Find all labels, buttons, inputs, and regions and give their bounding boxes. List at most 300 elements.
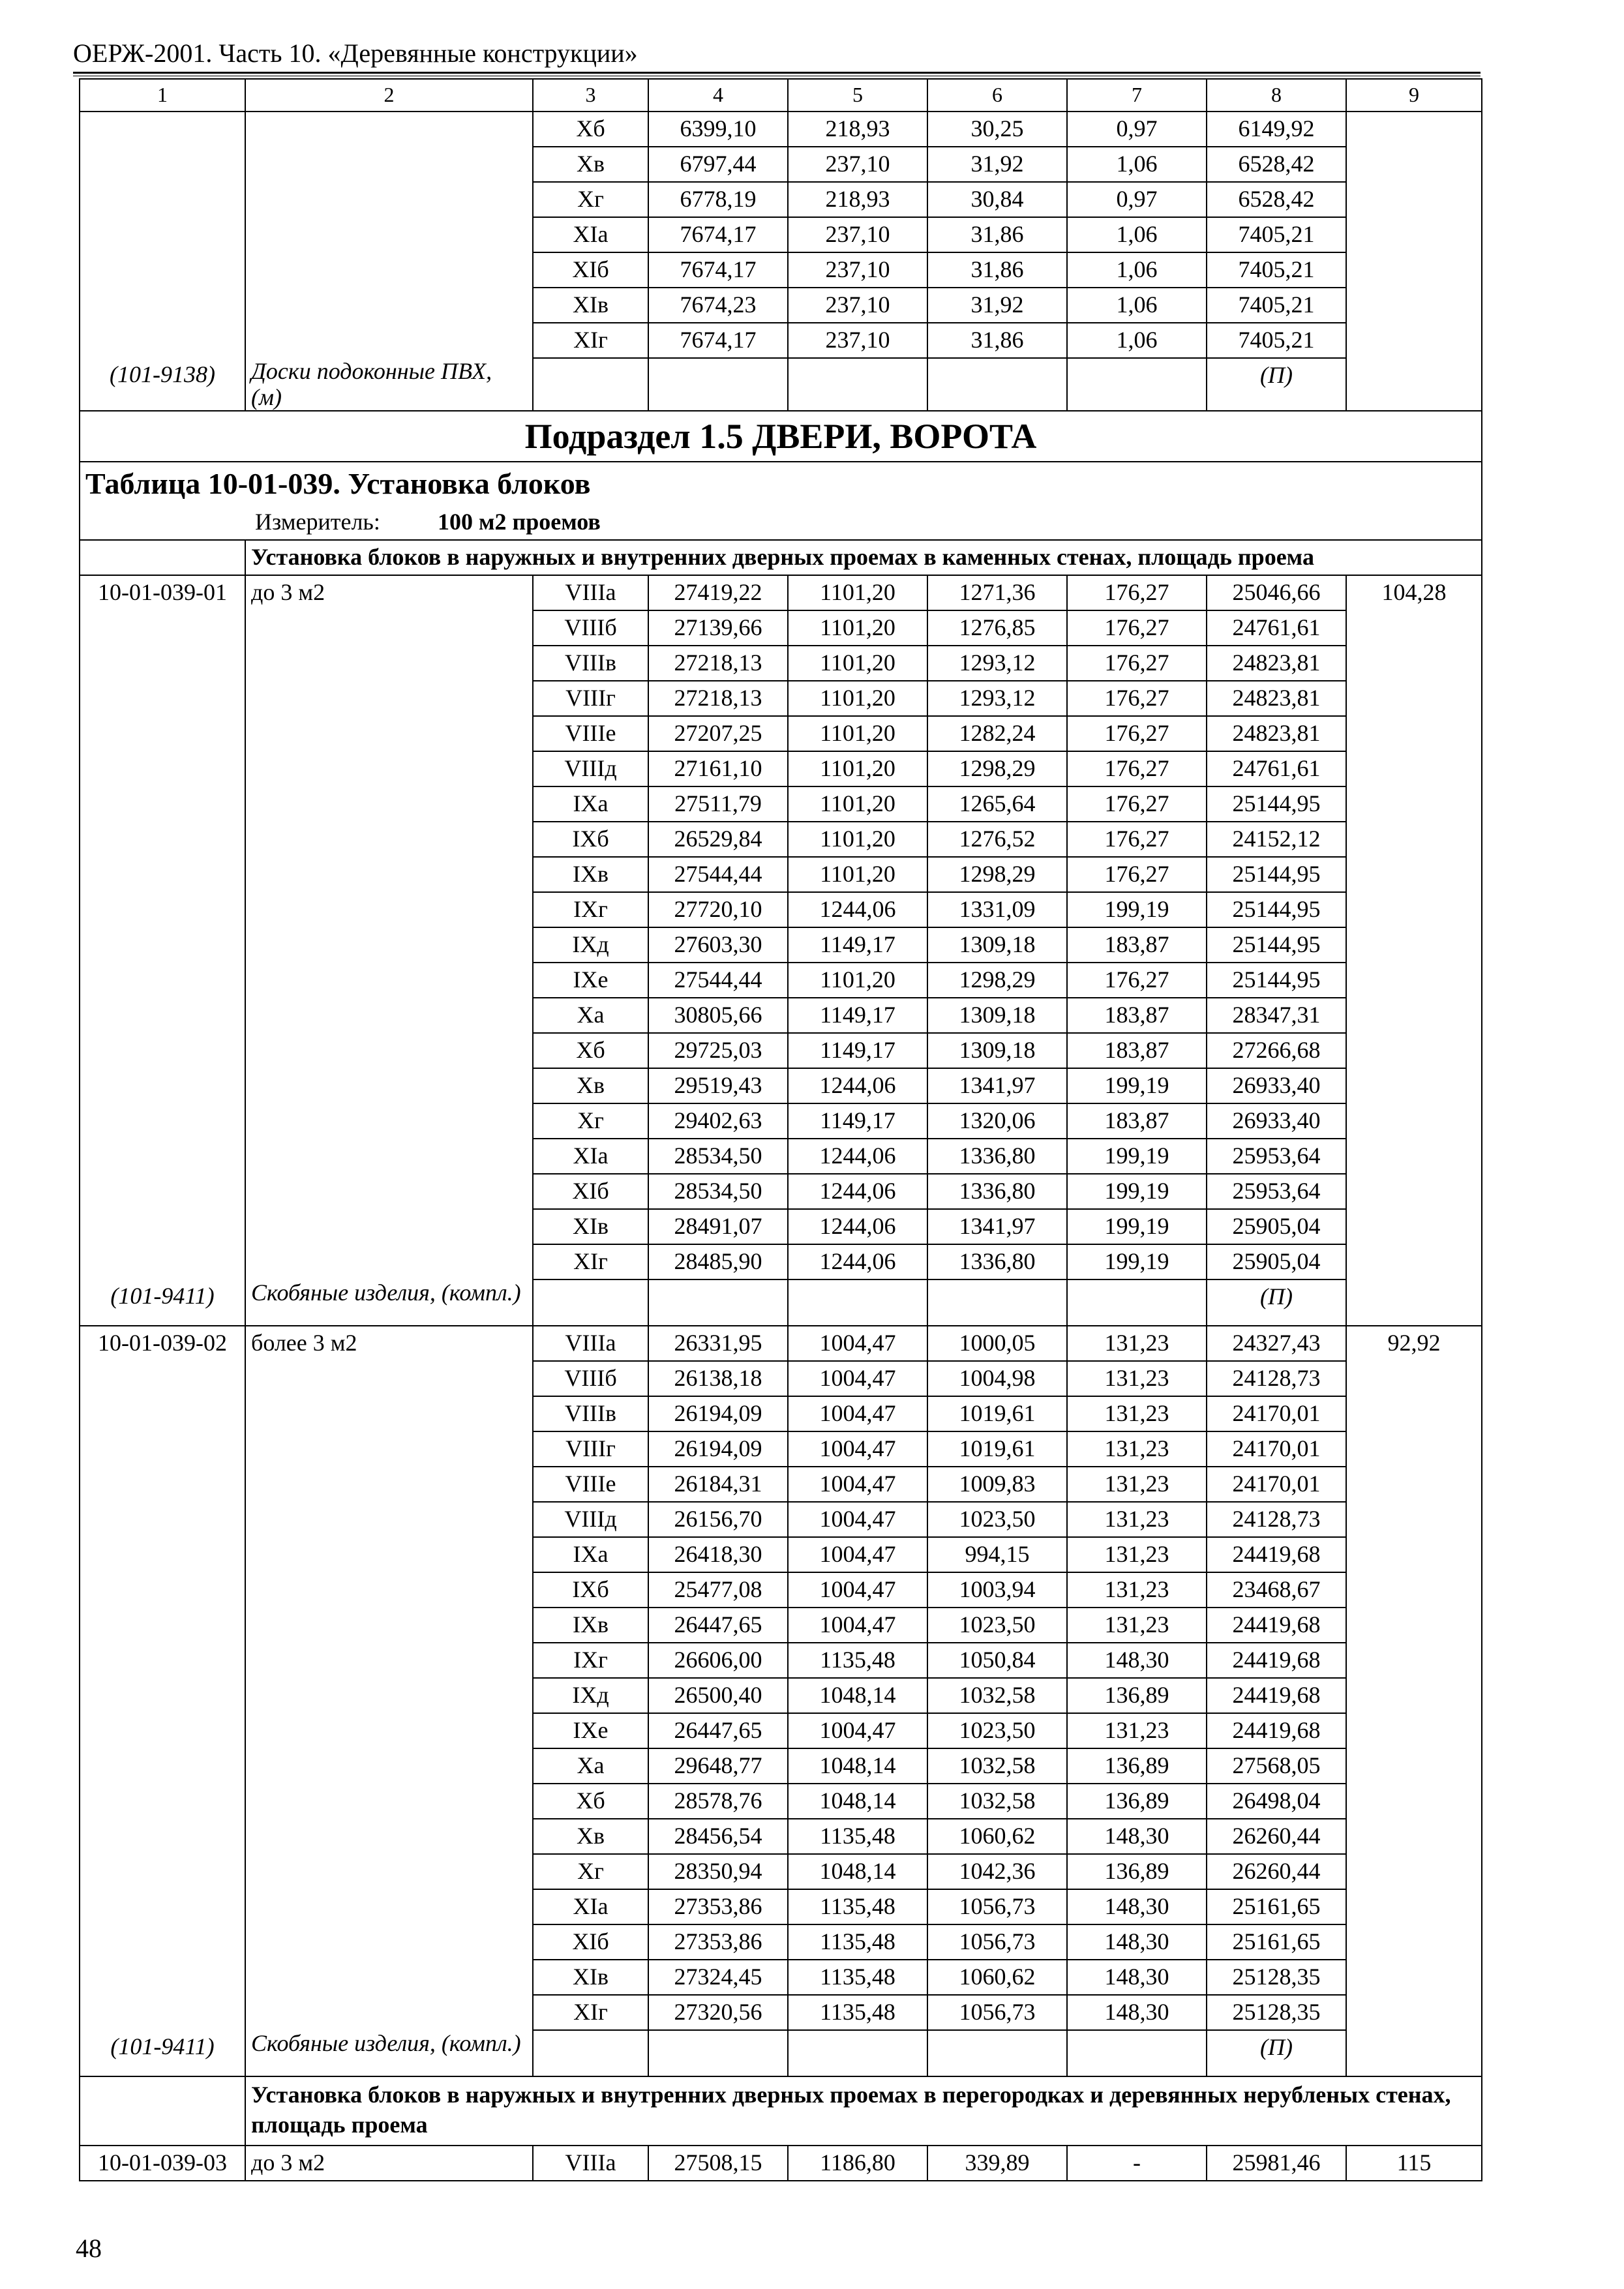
value-cell: 25144,95 [1207, 892, 1346, 927]
col9-cell [1346, 1139, 1482, 1174]
table-row [80, 1748, 1482, 1784]
value-cell: 25161,65 [1207, 1889, 1346, 1924]
value-cell: 1042,36 [927, 1854, 1067, 1889]
material-name: Скобяные изделия, (компл.) [245, 2030, 533, 2076]
rate-code-cell [80, 1103, 245, 1139]
rate-code-cell [80, 1643, 245, 1678]
empty-cell [1067, 2030, 1207, 2076]
value-cell: 7674,17 [648, 323, 788, 358]
value-cell: 6149,92 [1207, 112, 1346, 147]
table-row [80, 998, 1482, 1033]
rate-code-cell [80, 1608, 245, 1643]
col9-cell [1346, 1396, 1482, 1431]
work-name-cell [245, 1608, 533, 1643]
table-row [80, 716, 1482, 751]
table-row [80, 1103, 1482, 1139]
rate-code-cell [80, 963, 245, 998]
table-row [80, 252, 1482, 288]
value-cell: VIIIв [533, 646, 648, 681]
value-cell: 1244,06 [788, 1209, 927, 1244]
col9-cell [1346, 681, 1482, 716]
value-cell: 1023,50 [927, 1713, 1067, 1748]
value-cell: 339,89 [927, 2146, 1067, 2181]
value-cell: 1309,18 [927, 927, 1067, 963]
col9-cell [1346, 1467, 1482, 1502]
value-cell: 30,84 [927, 182, 1067, 217]
value-cell: 27568,05 [1207, 1748, 1346, 1784]
work-name-cell [245, 1502, 533, 1537]
work-name-cell: до 3 м2 [245, 575, 533, 610]
value-cell: 1336,80 [927, 1174, 1067, 1209]
value-cell: 1135,48 [788, 1995, 927, 2030]
empty-cell [927, 2030, 1067, 2076]
work-name-cell [245, 288, 533, 323]
value-cell: 24128,73 [1207, 1361, 1346, 1396]
value-cell: 29725,03 [648, 1033, 788, 1068]
rate-code-cell [80, 1467, 245, 1502]
rate-code-cell [80, 1924, 245, 1960]
value-cell: 237,10 [788, 147, 927, 182]
col9-cell [1346, 1502, 1482, 1537]
col9-cell [1346, 892, 1482, 927]
work-name-cell [245, 927, 533, 963]
value-cell: VIIIд [533, 1502, 648, 1537]
empty-cell [80, 540, 245, 575]
value-cell: 1,06 [1067, 323, 1207, 358]
table-row [80, 147, 1482, 182]
value-cell: 176,27 [1067, 575, 1207, 610]
value-cell: 27603,30 [648, 927, 788, 963]
value-cell: 131,23 [1067, 1361, 1207, 1396]
table-row [80, 1713, 1482, 1748]
value-cell: VIIIг [533, 681, 648, 716]
value-cell: 7405,21 [1207, 252, 1346, 288]
work-name-cell [245, 681, 533, 716]
col9-cell [1346, 1854, 1482, 1889]
value-cell: 1101,20 [788, 857, 927, 892]
work-name-cell [245, 1960, 533, 1995]
work-name-cell [245, 716, 533, 751]
value-cell: 176,27 [1067, 857, 1207, 892]
table-row [80, 751, 1482, 786]
col9-cell [1346, 1537, 1482, 1572]
value-cell: 26529,84 [648, 822, 788, 857]
empty-cell [533, 2030, 648, 2076]
column-number: 5 [788, 79, 927, 112]
value-cell: 183,87 [1067, 1033, 1207, 1068]
value-cell: 27139,66 [648, 610, 788, 646]
col9-cell [1346, 323, 1482, 358]
value-cell: 24419,68 [1207, 1678, 1346, 1713]
col9-cell [1346, 147, 1482, 182]
empty-cell [1346, 1279, 1482, 1326]
value-cell: 237,10 [788, 252, 927, 288]
value-cell: 24419,68 [1207, 1608, 1346, 1643]
work-name-cell [245, 857, 533, 892]
value-cell: 27511,79 [648, 786, 788, 822]
value-cell: 1320,06 [927, 1103, 1067, 1139]
col9-cell [1346, 1244, 1482, 1279]
empty-cell [788, 2030, 927, 2076]
value-cell: 1244,06 [788, 892, 927, 927]
value-cell: 26500,40 [648, 1678, 788, 1713]
table-row [80, 681, 1482, 716]
value-cell: 1101,20 [788, 575, 927, 610]
work-name-cell [245, 892, 533, 927]
value-cell: VIIIе [533, 1467, 648, 1502]
table-title-row [80, 462, 1482, 505]
value-cell: Ха [533, 998, 648, 1033]
rate-code-cell [80, 1784, 245, 1819]
rate-code-cell [80, 716, 245, 751]
table-row [80, 1995, 1482, 2030]
value-cell: 1023,50 [927, 1502, 1067, 1537]
col9-cell [1346, 716, 1482, 751]
work-name-cell [245, 1174, 533, 1209]
value-cell: 176,27 [1067, 822, 1207, 857]
value-cell: 30,25 [927, 112, 1067, 147]
value-cell: 1060,62 [927, 1960, 1067, 1995]
value-cell: 1265,64 [927, 786, 1067, 822]
col9-cell [1346, 927, 1482, 963]
value-cell: 1101,20 [788, 681, 927, 716]
page-number: 48 [76, 2234, 102, 2263]
value-cell: VIIIв [533, 1396, 648, 1431]
value-cell: ХIг [533, 1244, 648, 1279]
rate-code-cell [80, 288, 245, 323]
rate-code-cell [80, 1889, 245, 1924]
value-cell: ХIа [533, 217, 648, 252]
header-rule [73, 72, 1481, 74]
description-row [80, 2076, 1482, 2146]
value-cell: ХIв [533, 1209, 648, 1244]
value-cell: 1032,58 [927, 1678, 1067, 1713]
value-cell: 28347,31 [1207, 998, 1346, 1033]
unit-cell [80, 505, 1482, 540]
work-name-cell [245, 1678, 533, 1713]
col9-cell [1346, 998, 1482, 1033]
table-row [80, 1033, 1482, 1068]
work-name-cell [245, 1467, 533, 1502]
empty-cell [533, 1279, 648, 1326]
value-cell: 24170,01 [1207, 1431, 1346, 1467]
rate-code-cell [80, 822, 245, 857]
value-cell: IХг [533, 1643, 648, 1678]
value-cell: 1000,05 [927, 1326, 1067, 1361]
value-cell: Ха [533, 1748, 648, 1784]
value-cell: Хб [533, 1784, 648, 1819]
table-row [80, 1537, 1482, 1572]
table-row [80, 1467, 1482, 1502]
col9-cell [1346, 1608, 1482, 1643]
table-row [80, 610, 1482, 646]
value-cell: 25144,95 [1207, 857, 1346, 892]
value-cell: 1032,58 [927, 1748, 1067, 1784]
empty-cell [648, 2030, 788, 2076]
value-cell: 1004,47 [788, 1467, 927, 1502]
value-cell: 1048,14 [788, 1678, 927, 1713]
subsection-title: Подраздел 1.5 ДВЕРИ, ВОРОТА [80, 411, 1482, 462]
table-row [80, 1139, 1482, 1174]
value-cell: 218,93 [788, 112, 927, 147]
value-cell: 1056,73 [927, 1924, 1067, 1960]
empty-cell [533, 358, 648, 411]
value-cell: 199,19 [1067, 1244, 1207, 1279]
value-cell: VIIIа [533, 575, 648, 610]
value-cell: 1135,48 [788, 1819, 927, 1854]
value-cell: 7674,23 [648, 288, 788, 323]
value-cell: 29648,77 [648, 1748, 788, 1784]
value-cell: 26498,04 [1207, 1784, 1346, 1819]
col9-cell [1346, 963, 1482, 998]
table-row [80, 182, 1482, 217]
rate-code-cell: 10-01-039-03 [80, 2146, 245, 2181]
value-cell: 176,27 [1067, 716, 1207, 751]
rate-code-cell [80, 646, 245, 681]
value-cell: 1004,47 [788, 1326, 927, 1361]
work-name-cell [245, 182, 533, 217]
work-name-cell [245, 1995, 533, 2030]
value-cell: ХIг [533, 1995, 648, 2030]
value-cell: 6797,44 [648, 147, 788, 182]
table-row [80, 1431, 1482, 1467]
value-cell: 148,30 [1067, 1924, 1207, 1960]
value-cell: ХIа [533, 1889, 648, 1924]
work-name-cell [245, 1396, 533, 1431]
rate-code-cell [80, 112, 245, 147]
value-cell: VIIIг [533, 1431, 648, 1467]
table-row [80, 1678, 1482, 1713]
value-cell: Хг [533, 1103, 648, 1139]
unit-label: Измеритель: [255, 509, 380, 535]
work-description: Установка блоков в наружных и внутренних дверных проемах в каменных стенах, площадь проема [245, 540, 1482, 575]
value-cell: 1135,48 [788, 1960, 927, 1995]
value-cell: 27266,68 [1207, 1033, 1346, 1068]
work-name-cell [245, 1139, 533, 1174]
table-row [80, 1924, 1482, 1960]
value-cell: 136,89 [1067, 1854, 1207, 1889]
value-cell: 1135,48 [788, 1924, 927, 1960]
value-cell: 30805,66 [648, 998, 788, 1033]
value-cell: VIIIе [533, 716, 648, 751]
table-row [80, 1244, 1482, 1279]
value-cell: 1004,47 [788, 1572, 927, 1608]
table-row [80, 1209, 1482, 1244]
value-cell: 25144,95 [1207, 927, 1346, 963]
table-row [80, 822, 1482, 857]
value-cell: 24419,68 [1207, 1713, 1346, 1748]
col9-cell [1346, 1960, 1482, 1995]
rate-code-cell [80, 1748, 245, 1784]
value-cell: 28491,07 [648, 1209, 788, 1244]
work-name-cell [245, 1854, 533, 1889]
value-cell: 31,86 [927, 252, 1067, 288]
value-cell: 1004,47 [788, 1361, 927, 1396]
value-cell: IХе [533, 963, 648, 998]
rate-code-cell [80, 610, 245, 646]
value-cell: 199,19 [1067, 892, 1207, 927]
work-name-cell [245, 1103, 533, 1139]
col9-cell [1346, 1784, 1482, 1819]
table-row [80, 963, 1482, 998]
value-cell: 1060,62 [927, 1819, 1067, 1854]
column-number: 3 [533, 79, 648, 112]
rate-code-cell [80, 323, 245, 358]
col9-cell [1346, 182, 1482, 217]
rate-code-cell [80, 1678, 245, 1713]
value-cell: 27320,56 [648, 1995, 788, 2030]
value-cell: 7405,21 [1207, 323, 1346, 358]
value-cell: Хб [533, 1033, 648, 1068]
table-row [80, 2146, 1482, 2181]
col9-cell [1346, 1033, 1482, 1068]
value-cell: 148,30 [1067, 1889, 1207, 1924]
work-name-cell [245, 147, 533, 182]
value-cell: 1048,14 [788, 1784, 927, 1819]
value-cell: 1336,80 [927, 1139, 1067, 1174]
column-number: 6 [927, 79, 1067, 112]
value-cell: 28350,94 [648, 1854, 788, 1889]
value-cell: 1050,84 [927, 1643, 1067, 1678]
value-cell: 26933,40 [1207, 1103, 1346, 1139]
value-cell: 131,23 [1067, 1537, 1207, 1572]
value-cell: ХIв [533, 1960, 648, 1995]
table-row [80, 646, 1482, 681]
value-cell: 1019,61 [927, 1396, 1067, 1431]
table-row [80, 1361, 1482, 1396]
value-cell: 25905,04 [1207, 1244, 1346, 1279]
value-cell: 1282,24 [927, 716, 1067, 751]
empty-cell [1067, 358, 1207, 411]
document-header: ОЕРЖ-2001. Часть 10. «Деревянные конструкции» [73, 38, 638, 68]
value-cell: 28534,50 [648, 1139, 788, 1174]
value-cell: 1149,17 [788, 927, 927, 963]
value-cell: 1032,58 [927, 1784, 1067, 1819]
rate-code-cell [80, 1713, 245, 1748]
value-cell: 26606,00 [648, 1643, 788, 1678]
value-cell: 183,87 [1067, 927, 1207, 963]
description-row [80, 540, 1482, 575]
table-row [80, 927, 1482, 963]
value-cell: 26331,95 [648, 1326, 788, 1361]
value-cell: 148,30 [1067, 1995, 1207, 2030]
value-cell: 1341,97 [927, 1068, 1067, 1103]
value-cell: 27544,44 [648, 857, 788, 892]
value-cell: 136,89 [1067, 1784, 1207, 1819]
value-cell: 1101,20 [788, 716, 927, 751]
col9-cell [1346, 610, 1482, 646]
work-name-cell [245, 1033, 533, 1068]
col9-cell [1346, 1889, 1482, 1924]
value-cell: 1149,17 [788, 998, 927, 1033]
rate-code-cell [80, 927, 245, 963]
table-row [80, 1854, 1482, 1889]
value-cell: 199,19 [1067, 1209, 1207, 1244]
value-cell: 25046,66 [1207, 575, 1346, 610]
value-cell: 26418,30 [648, 1537, 788, 1572]
value-cell: 24327,43 [1207, 1326, 1346, 1361]
value-cell: 26447,65 [648, 1608, 788, 1643]
unit-row [80, 505, 1482, 540]
value-cell: 237,10 [788, 217, 927, 252]
value-cell: 26447,65 [648, 1713, 788, 1748]
value-cell: 27161,10 [648, 751, 788, 786]
value-cell: 0,97 [1067, 112, 1207, 147]
value-cell: IХа [533, 786, 648, 822]
value-cell: 1056,73 [927, 1889, 1067, 1924]
value-cell: 26194,09 [648, 1431, 788, 1467]
value-cell: 27353,86 [648, 1924, 788, 1960]
material-mark: (П) [1207, 2030, 1346, 2076]
rate-code-cell [80, 217, 245, 252]
col9-cell: 115 [1346, 2146, 1482, 2181]
col9-cell [1346, 1924, 1482, 1960]
empty-cell [788, 358, 927, 411]
rate-code-cell [80, 1396, 245, 1431]
value-cell: - [1067, 2146, 1207, 2181]
value-cell: 1244,06 [788, 1174, 927, 1209]
empty-cell [1067, 1279, 1207, 1326]
rate-code-cell [80, 1819, 245, 1854]
value-cell: IХв [533, 1608, 648, 1643]
value-cell: 24419,68 [1207, 1643, 1346, 1678]
value-cell: 24823,81 [1207, 681, 1346, 716]
col9-cell [1346, 1068, 1482, 1103]
value-cell: 31,92 [927, 288, 1067, 323]
table-row [80, 1068, 1482, 1103]
value-cell: 24152,12 [1207, 822, 1346, 857]
value-cell: 24128,73 [1207, 1502, 1346, 1537]
value-cell: 25905,04 [1207, 1209, 1346, 1244]
col9-cell: 104,28 [1346, 575, 1482, 610]
rate-code-cell [80, 182, 245, 217]
value-cell: 1336,80 [927, 1244, 1067, 1279]
value-cell: IХд [533, 1678, 648, 1713]
material-name: Скобяные изделия, (компл.) [245, 1279, 533, 1326]
value-cell: 237,10 [788, 323, 927, 358]
value-cell: 27218,13 [648, 646, 788, 681]
value-cell: 28456,54 [648, 1819, 788, 1854]
value-cell: 1135,48 [788, 1643, 927, 1678]
value-cell: 1,06 [1067, 147, 1207, 182]
value-cell: 24170,01 [1207, 1467, 1346, 1502]
column-number: 4 [648, 79, 788, 112]
value-cell: 1101,20 [788, 646, 927, 681]
value-cell: 1298,29 [927, 857, 1067, 892]
value-cell: VIIIд [533, 751, 648, 786]
value-cell: 7674,17 [648, 252, 788, 288]
value-cell: 1298,29 [927, 751, 1067, 786]
value-cell: IХб [533, 1572, 648, 1608]
value-cell: 148,30 [1067, 1643, 1207, 1678]
empty-cell [1346, 2030, 1482, 2076]
empty-cell [927, 358, 1067, 411]
table-row [80, 1643, 1482, 1678]
value-cell: 1149,17 [788, 1033, 927, 1068]
value-cell: 131,23 [1067, 1396, 1207, 1431]
rate-code-cell [80, 998, 245, 1033]
value-cell: 136,89 [1067, 1748, 1207, 1784]
col9-cell [1346, 252, 1482, 288]
value-cell: 1048,14 [788, 1854, 927, 1889]
value-cell: ХIа [533, 1139, 648, 1174]
value-cell: 199,19 [1067, 1174, 1207, 1209]
value-cell: IХа [533, 1537, 648, 1572]
rate-code-cell [80, 892, 245, 927]
col9-cell [1346, 1209, 1482, 1244]
value-cell: 1276,52 [927, 822, 1067, 857]
value-cell: 0,97 [1067, 182, 1207, 217]
